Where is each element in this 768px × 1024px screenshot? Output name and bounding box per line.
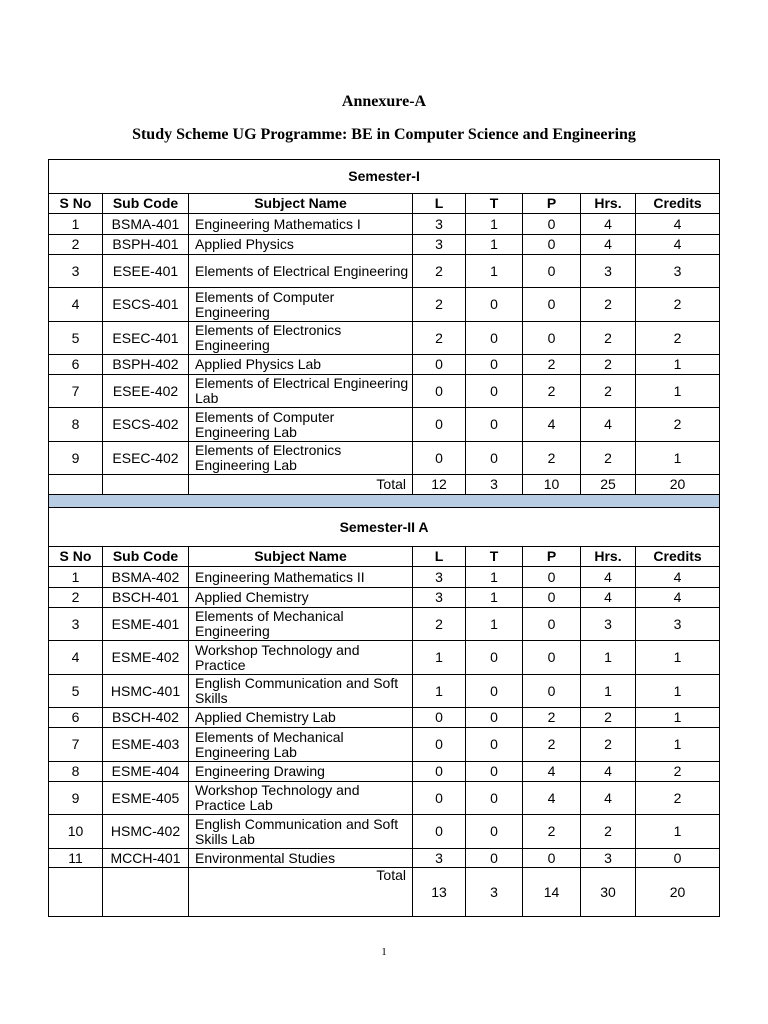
t-cell: 0 — [466, 408, 523, 442]
p-header: P — [523, 194, 581, 214]
subject-code-cell: HSMC-402 — [103, 815, 189, 849]
semester-title-row — [49, 160, 720, 194]
table-row — [49, 815, 720, 849]
l-cell: 2 — [413, 255, 466, 288]
credits-cell: 2 — [636, 322, 720, 355]
hrs-cell: 1 — [581, 641, 636, 675]
credits-cell: 3 — [636, 608, 720, 641]
p-cell: 2 — [523, 728, 581, 762]
total-l-cell: 13 — [413, 868, 466, 917]
table-row — [49, 849, 720, 868]
subject-name-cell: Elements of Computer Engineering Lab — [189, 408, 413, 442]
l-cell: 2 — [413, 288, 466, 322]
subject-code-cell: ESEC-401 — [103, 322, 189, 355]
table-row — [49, 408, 720, 442]
p-cell: 0 — [523, 588, 581, 608]
subject-name-cell: English Communication and Soft Skills — [189, 675, 413, 708]
l-cell: 3 — [413, 588, 466, 608]
t-cell: 0 — [466, 728, 523, 762]
l-cell: 0 — [413, 375, 466, 408]
subject-code-cell: ESME-401 — [103, 608, 189, 641]
table-row — [49, 675, 720, 708]
page-title: Study Scheme UG Programme: BE in Computer Science and Engineering — [132, 126, 636, 143]
sub-code-header: Sub Code — [103, 194, 189, 214]
hrs-cell: 2 — [581, 815, 636, 849]
subject-name-cell: Applied Chemistry Lab — [189, 708, 413, 728]
credits-cell: 2 — [636, 762, 720, 782]
p-cell: 0 — [523, 608, 581, 641]
p-cell: 0 — [523, 567, 581, 588]
subject-name-cell: Elements of Electrical Engineering — [189, 255, 413, 288]
credits-cell: 1 — [636, 355, 720, 375]
subject-name-cell: Elements of Mechanical Engineering Lab — [189, 728, 413, 762]
subject-name-cell: English Communication and Soft Skills Lab — [189, 815, 413, 849]
hrs-cell: 4 — [581, 235, 636, 255]
p-cell: 0 — [523, 288, 581, 322]
table-row — [49, 567, 720, 588]
table-row — [49, 708, 720, 728]
hrs-cell: 4 — [581, 567, 636, 588]
credits-cell: 1 — [636, 375, 720, 408]
credits-cell: 4 — [636, 588, 720, 608]
serial-number-cell: 5 — [49, 322, 103, 355]
total-label: Total — [189, 475, 413, 495]
hrs-cell: 3 — [581, 849, 636, 868]
serial-number-cell: 11 — [49, 849, 103, 868]
subject-code-cell: ESME-402 — [103, 641, 189, 675]
p-cell: 0 — [523, 849, 581, 868]
subject-name-cell: Engineering Mathematics II — [189, 567, 413, 588]
total-t-cell: 3 — [466, 868, 523, 917]
l-cell: 0 — [413, 408, 466, 442]
subject-code-cell: ESEE-402 — [103, 375, 189, 408]
serial-number-cell: 3 — [49, 608, 103, 641]
table-row — [49, 235, 720, 255]
serial-number-cell: 1 — [49, 214, 103, 235]
l-cell: 0 — [413, 815, 466, 849]
t-cell: 0 — [466, 782, 523, 815]
total-t-cell: 3 — [466, 475, 523, 495]
t-header: T — [466, 194, 523, 214]
p-cell: 2 — [523, 815, 581, 849]
study-scheme-table — [48, 159, 720, 917]
total-credits-cell: 20 — [636, 868, 720, 917]
subject-code-cell: ESME-405 — [103, 782, 189, 815]
table-row — [49, 782, 720, 815]
table-row — [49, 214, 720, 235]
subject-name-cell: Elements of Mechanical Engineering — [189, 608, 413, 641]
p-cell: 4 — [523, 782, 581, 815]
subject-code-cell: BSPH-402 — [103, 355, 189, 375]
credits-header: Credits — [636, 547, 720, 567]
l-header: L — [413, 194, 466, 214]
p-cell: 0 — [523, 255, 581, 288]
t-cell: 0 — [466, 641, 523, 675]
serial-number-cell: 8 — [49, 408, 103, 442]
subject-name-cell: Applied Physics Lab — [189, 355, 413, 375]
subject-name-cell: Elements of Electronics Engineering — [189, 322, 413, 355]
t-cell: 0 — [466, 322, 523, 355]
t-cell: 0 — [466, 355, 523, 375]
subject-name-cell: Workshop Technology and Practice — [189, 641, 413, 675]
p-cell: 0 — [523, 214, 581, 235]
t-cell: 0 — [466, 815, 523, 849]
subject-code-cell: HSMC-401 — [103, 675, 189, 708]
sno-header: S No — [49, 547, 103, 567]
t-cell: 1 — [466, 235, 523, 255]
subject-code-cell: BSPH-401 — [103, 235, 189, 255]
subject-name-cell: Workshop Technology and Practice Lab — [189, 782, 413, 815]
hrs-cell: 3 — [581, 255, 636, 288]
serial-number-cell: 9 — [49, 782, 103, 815]
l-cell: 0 — [413, 355, 466, 375]
t-header: T — [466, 547, 523, 567]
total-row — [49, 475, 720, 495]
subject-name-cell: Elements of Electrical Engineering Lab — [189, 375, 413, 408]
p-header: P — [523, 547, 581, 567]
l-cell: 3 — [413, 235, 466, 255]
total-p-cell: 14 — [523, 868, 581, 917]
l-cell: 2 — [413, 322, 466, 355]
credits-cell: 0 — [636, 849, 720, 868]
table-row — [49, 255, 720, 288]
p-cell: 2 — [523, 708, 581, 728]
subject-code-cell: BSCH-401 — [103, 588, 189, 608]
sub-code-header: Sub Code — [103, 547, 189, 567]
hrs-cell: 2 — [581, 288, 636, 322]
l-cell: 3 — [413, 567, 466, 588]
subject-code-cell: BSCH-402 — [103, 708, 189, 728]
empty-cell — [49, 475, 103, 495]
t-cell: 1 — [466, 255, 523, 288]
total-label: Total — [189, 868, 413, 917]
subject-code-cell: BSMA-402 — [103, 567, 189, 588]
table-header-row — [49, 194, 720, 214]
p-cell: 2 — [523, 442, 581, 475]
subject-name-cell: Engineering Mathematics I — [189, 214, 413, 235]
subject-code-cell: ESEE-401 — [103, 255, 189, 288]
t-cell: 0 — [466, 288, 523, 322]
empty-cell — [49, 868, 103, 917]
serial-number-cell: 7 — [49, 375, 103, 408]
serial-number-cell: 4 — [49, 288, 103, 322]
t-cell: 1 — [466, 608, 523, 641]
table-row — [49, 442, 720, 475]
credits-cell: 2 — [636, 288, 720, 322]
l-cell: 1 — [413, 675, 466, 708]
hrs-cell: 1 — [581, 675, 636, 708]
serial-number-cell: 6 — [49, 355, 103, 375]
serial-number-cell: 9 — [49, 442, 103, 475]
p-cell: 4 — [523, 762, 581, 782]
serial-number-cell: 10 — [49, 815, 103, 849]
serial-number-cell: 6 — [49, 708, 103, 728]
subject-name-cell: Applied Physics — [189, 235, 413, 255]
hrs-cell: 2 — [581, 375, 636, 408]
hrs-cell: 4 — [581, 214, 636, 235]
credits-cell: 1 — [636, 442, 720, 475]
l-cell: 1 — [413, 641, 466, 675]
credits-cell: 3 — [636, 255, 720, 288]
l-cell: 0 — [413, 708, 466, 728]
subject-name-cell: Environmental Studies — [189, 849, 413, 868]
hrs-cell: 4 — [581, 588, 636, 608]
credits-cell: 2 — [636, 782, 720, 815]
subject-code-cell: ESEC-402 — [103, 442, 189, 475]
t-cell: 0 — [466, 375, 523, 408]
table-row — [49, 288, 720, 322]
total-hrs-cell: 25 — [581, 475, 636, 495]
t-cell: 0 — [466, 442, 523, 475]
serial-number-cell: 2 — [49, 588, 103, 608]
subject-code-cell: ESME-404 — [103, 762, 189, 782]
table-row — [49, 641, 720, 675]
hrs-cell: 4 — [581, 408, 636, 442]
hrs-cell: 2 — [581, 728, 636, 762]
table-row — [49, 608, 720, 641]
p-cell: 4 — [523, 408, 581, 442]
t-cell: 0 — [466, 849, 523, 868]
total-hrs-cell: 30 — [581, 868, 636, 917]
p-cell: 0 — [523, 235, 581, 255]
empty-cell — [103, 868, 189, 917]
subject-name-cell: Elements of Computer Engineering — [189, 288, 413, 322]
t-cell: 1 — [466, 214, 523, 235]
subject-code-cell: MCCH-401 — [103, 849, 189, 868]
l-cell: 3 — [413, 214, 466, 235]
l-cell: 2 — [413, 608, 466, 641]
hrs-cell: 3 — [581, 608, 636, 641]
credits-header: Credits — [636, 194, 720, 214]
l-cell: 0 — [413, 782, 466, 815]
p-cell: 2 — [523, 375, 581, 408]
hrs-cell: 2 — [581, 355, 636, 375]
l-cell: 0 — [413, 442, 466, 475]
semester-title: Semester-II A — [49, 508, 720, 547]
serial-number-cell: 4 — [49, 641, 103, 675]
hrs-cell: 2 — [581, 708, 636, 728]
hrs-cell: 2 — [581, 322, 636, 355]
subject-name-header: Subject Name — [189, 194, 413, 214]
subject-code-cell: ESCS-402 — [103, 408, 189, 442]
total-p-cell: 10 — [523, 475, 581, 495]
serial-number-cell: 1 — [49, 567, 103, 588]
t-cell: 0 — [466, 708, 523, 728]
hrs-header: Hrs. — [581, 547, 636, 567]
page-number: 1 — [381, 946, 387, 958]
t-cell: 0 — [466, 675, 523, 708]
l-header: L — [413, 547, 466, 567]
serial-number-cell: 7 — [49, 728, 103, 762]
table-row — [49, 762, 720, 782]
total-l-cell: 12 — [413, 475, 466, 495]
semester-title-row — [49, 508, 720, 547]
l-cell: 3 — [413, 849, 466, 868]
table-header-row — [49, 547, 720, 567]
subject-name-header: Subject Name — [189, 547, 413, 567]
table-row — [49, 355, 720, 375]
serial-number-cell: 2 — [49, 235, 103, 255]
credits-cell: 4 — [636, 214, 720, 235]
hrs-cell: 2 — [581, 442, 636, 475]
t-cell: 1 — [466, 588, 523, 608]
hrs-cell: 4 — [581, 782, 636, 815]
serial-number-cell: 5 — [49, 675, 103, 708]
table-row — [49, 375, 720, 408]
credits-cell: 1 — [636, 675, 720, 708]
credits-cell: 4 — [636, 235, 720, 255]
t-cell: 1 — [466, 567, 523, 588]
credits-cell: 1 — [636, 815, 720, 849]
table-row — [49, 322, 720, 355]
total-row — [49, 868, 720, 917]
annexure-heading: Annexure-A — [341, 93, 427, 110]
l-cell: 0 — [413, 762, 466, 782]
sno-header: S No — [49, 194, 103, 214]
semester-title: Semester-I — [49, 160, 720, 194]
credits-cell: 2 — [636, 408, 720, 442]
p-cell: 0 — [523, 675, 581, 708]
p-cell: 0 — [523, 641, 581, 675]
credits-cell: 1 — [636, 641, 720, 675]
total-credits-cell: 20 — [636, 475, 720, 495]
semester-separator — [49, 495, 720, 508]
hrs-header: Hrs. — [581, 194, 636, 214]
credits-cell: 4 — [636, 567, 720, 588]
serial-number-cell: 8 — [49, 762, 103, 782]
subject-name-cell: Applied Chemistry — [189, 588, 413, 608]
table-row — [49, 588, 720, 608]
p-cell: 0 — [523, 322, 581, 355]
separator-band — [49, 495, 720, 508]
credits-cell: 1 — [636, 728, 720, 762]
subject-code-cell: ESCS-401 — [103, 288, 189, 322]
subject-name-cell: Elements of Electronics Engineering Lab — [189, 442, 413, 475]
t-cell: 0 — [466, 762, 523, 782]
credits-cell: 1 — [636, 708, 720, 728]
subject-name-cell: Engineering Drawing — [189, 762, 413, 782]
serial-number-cell: 3 — [49, 255, 103, 288]
l-cell: 0 — [413, 728, 466, 762]
empty-cell — [103, 475, 189, 495]
p-cell: 2 — [523, 355, 581, 375]
table-row — [49, 728, 720, 762]
hrs-cell: 4 — [581, 762, 636, 782]
subject-code-cell: ESME-403 — [103, 728, 189, 762]
subject-code-cell: BSMA-401 — [103, 214, 189, 235]
